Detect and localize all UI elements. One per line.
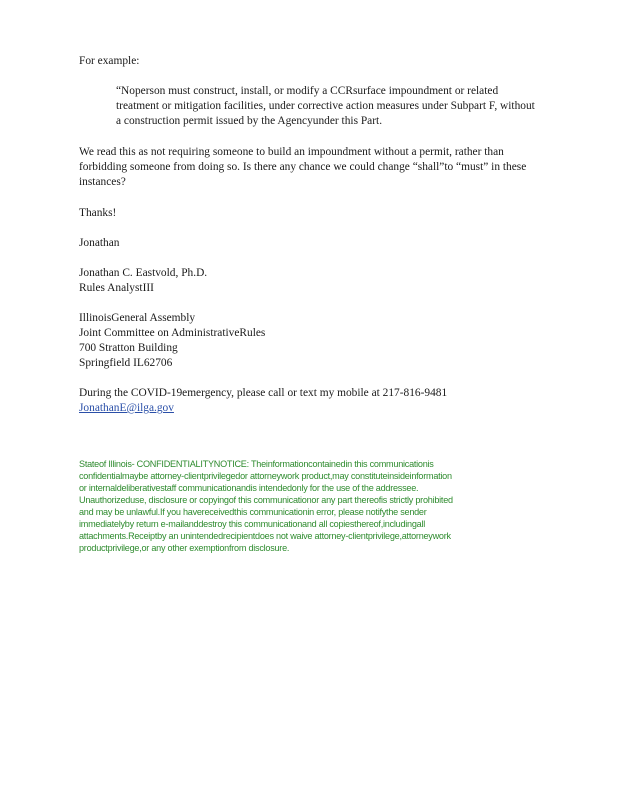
paragraph-line: We read this as not requiring someone to build an impoundment without a permit, rather than (79, 146, 504, 158)
confidentiality-notice (79, 458, 549, 554)
thanks-text: Thanks! (79, 207, 117, 219)
notice-line: or internaldeliberativestaff communicationandis intendedonly for the use of the addressee. (79, 483, 419, 493)
paragraph-line: instances? (79, 176, 126, 188)
email-link[interactable]: JonathanE@ilga.gov (79, 402, 174, 414)
notice-line: and may be unlawful.If you havereceivedthis communicationin error, please notifythe sender (79, 507, 427, 517)
signature-title: Rules AnalystIII (79, 282, 154, 294)
signature-name: Jonathan C. Eastvold, Ph.D. (79, 267, 208, 279)
org-line: Springfield IL62706 (79, 357, 173, 369)
notice-line: Stateof Illinois- CONFIDENTIALITYNOTICE: Theinformationcontainedin this communicationis (79, 459, 434, 469)
covid-note: During the COVID-19emergency, please call or text my mobile at 217-816-9481 (79, 387, 448, 399)
notice-line: productprivilege,or any other exemptionfrom disclosure. (79, 543, 290, 553)
intro-text: For example: (79, 55, 140, 67)
paragraph-line: forbidding someone from doing so. Is there any chance we could change “shall”to “must” in these (79, 161, 527, 173)
notice-line: confidentialmaybe attorney-clientprivilegedor attorneywork product,may constituteinsideinformation (79, 471, 452, 481)
notice-line: immediatelyby return e-mailanddestroy this communicationand all copiesthereof,includingall (79, 519, 425, 529)
first-name: Jonathan (79, 237, 120, 249)
org-line: Joint Committee on AdministrativeRules (79, 327, 266, 339)
quote-line: a construction permit issued by the Agencyunder this Part. (116, 115, 383, 127)
org-line: 700 Stratton Building (79, 342, 178, 354)
org-line: IllinoisGeneral Assembly (79, 312, 196, 324)
quote-line: treatment or mitigation facilities, under corrective action measures under Subpart F, without (116, 100, 535, 112)
quote-line: “Noperson must construct, install, or modify a CCRsurface impoundment or related (116, 85, 499, 97)
notice-line: Unauthorizeduse, disclosure or copyingof this communicationor any part thereofis strictly prohibited (79, 495, 453, 505)
notice-line: attachments.Receiptby an unintendedrecipientdoes not waive attorney-clientprivilege,attorneywork (79, 531, 451, 541)
